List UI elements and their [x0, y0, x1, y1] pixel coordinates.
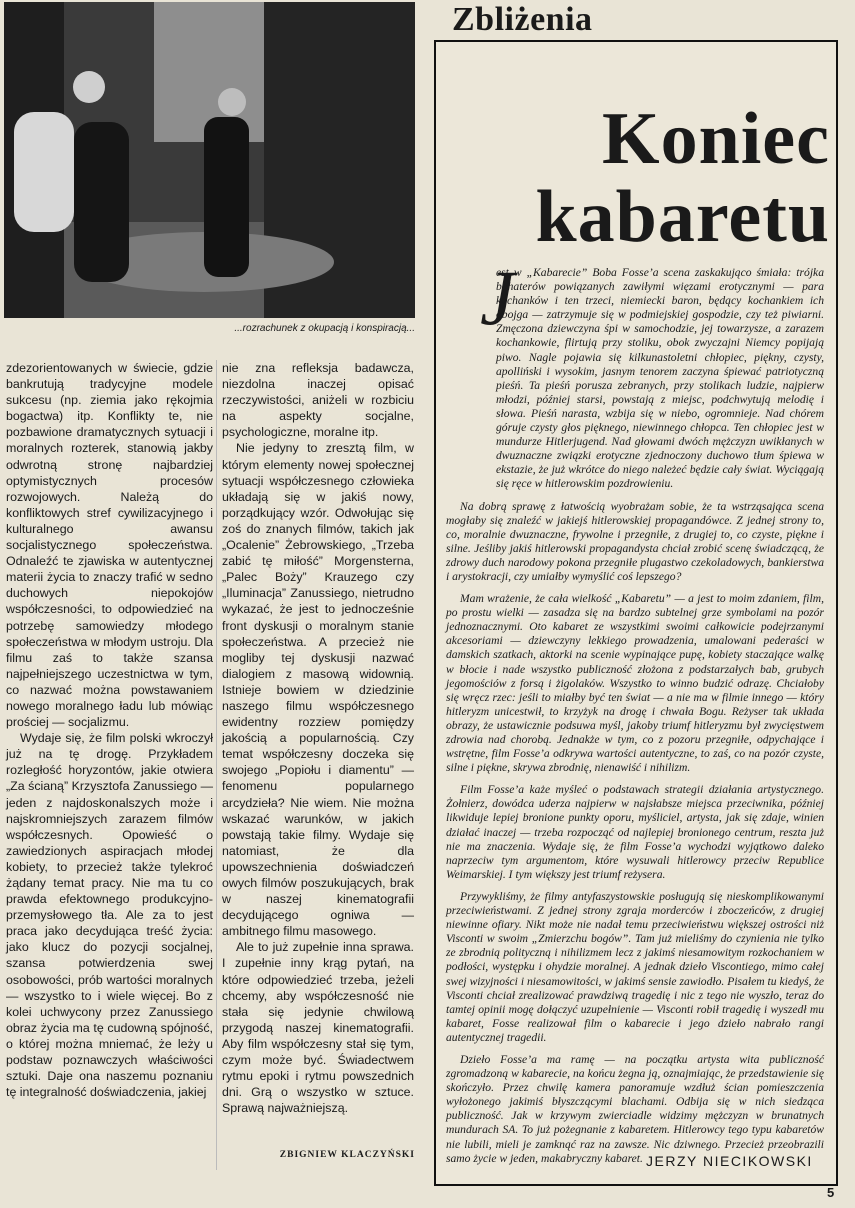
- film-still-photo: [4, 2, 415, 318]
- page-number: 5: [827, 1185, 835, 1200]
- left-article-column-2: [222, 360, 414, 1116]
- right-paragraph: Przywykliśmy, że filmy antyfaszystowskie posługują się nieskomplikowanymi przeciwieństwami. Z jednej strony zgraja morderców i zboczeńców, z drugiej niewinne ofiary. Nikt może nie nadał temu przeciwieństwu większej ostrości niż Visconti w swoim „Zmierzchu bogów”. Tam już mieliśmy do czynienia nie tylko ze zbrodnią polityczną i nihilizmem lecz z jakimś niesamowitym rozkochaniem w podłości, występku i ohydzie moralnej. A jednak dzieło Viscontiego, mimo całej swej wizyjności i niesamowitości, w jakimś sensie zawiodło. Pisałem tu kiedyś, że Visconti chciał zrealizować prawdziwą tragedię i nic z tego nie wyszło, teraz do tamtej opinii mogę dołączyć uzupełnienie — Visconti robił tragedię i wyszedł mu kabaret, Fosse realizował film o kabarecie i jego dzieło nabrało rangi autentycznej tragedii.: [446, 889, 824, 1044]
- column-divider: [216, 360, 217, 1170]
- right-paragraph: Film Fosse’a każe myśleć o podstawach strategii działania artystycznego. Żołnierz, dowódca uderza najpierw w najsłabsze miejsca przeciwnika, później likwiduje lepiej bronione punkty oporu, myśliciel, artysta, jak się zdaje, winien działać inaczej — trzeba rozpocząć od najlepiej bronionego centrum, reszta już nie ma znaczenia. Wydaje się, że film Fosse’a wychodzi wyjątkowo daleko naprzeciw tym argumentom, które wysuwali hitlerowcy przeciw Republice Weimarskiej. I tym większy jest triumf reżysera.: [446, 783, 824, 881]
- right-article-body: [446, 266, 824, 1174]
- left-paragraph: Wydaje się, że film polski wkroczył już na tę drogę. Przykładem rozległość horyzontów, jakie otwiera „Za ścianą” Krzysztofa Zanussiego — jeden z najdoskonalszych może i najskromniejszych zarazem filmów współczesnych. Opowieść o zawiedzionych aspiracjach młodej kobiety, to przecież także tylekroć żądany temat pracy. Nie ma tu co prawda efektownego produkcyjno-przemysłowego tła. Ale za to jest praca jako decydująca treść życia: jako klucz do pozycji socjalnej, szansa potwierdzenia swej osobowości, prób wartości moralnych — wszystko to i wiele więcej. Bo z kolei uchwycony przez Zanussiego obraz życia ma tę cudowną spójność, o której można mniemać, że leży u podstaw poznawczych właściwości sztuki. Daje ona naszemu poznaniu tę integralność doświadczenia, jakiej: [6, 731, 213, 1100]
- right-paragraph: Dzieło Fosse’a ma ramę — na początku artysta wita publiczność zgromadzoną w kabarecie, na końcu żegna ją, oznajmiając, że przedstawienie się skończyło. Przez chwilę kamera panoramuje wzdłuż ścian pomieszczenia wyłożonego jakimiś błyszczącymi blachami. Odbija się w nich siedząca publiczność. Jak w krzywym zwierciadle widzimy mężczyzn w brunatnych mundurach SA. To już pożegnanie z kabaretem. Hitlerowcy tego typu kabaretów nie lubili, mieli je zamknąć raz na zawsze. Nic dziwnego. Przecież przeobrazili samo życie w jeden, makabryczny kabaret.: [446, 1052, 824, 1165]
- left-article-column-1: [6, 360, 213, 1100]
- photo-image: [4, 2, 415, 318]
- right-paragraph: Mam wrażenie, że cała wielkość „Kabaretu” — a jest to moim zdaniem, film, po prostu wielki — zasadza się na bardzo subtelnej grze symbolami na pozór jednoznacznymi. Oto kabaret ze wszystkimi swoimi całkowicie podejrzanymi akcesoriami — dziewczyny lekkiego prowadzenia, umalowani pederaści w damskich szatkach, aktorki na scenie wypinające pupę, kobiety staczające walkę w błocie i nade wszystko publiczność złożona z podstarzałych bab, grubych jegomościów z forsą i żigolaków. Wszystko to winno budzić odrazę. Chciałoby się wręcz rzec: jeśli to miałby być ten świat — a nie ma w filmie innego — który hitleryzm unicestwił, to krzyżyk na drogę i chwała Bogu. Reżyser tak układa obrazy, że ustawicznie podsuwa myśl, jakoby triumf hitleryzmu był zwycięstwem zdrowia nad chorobą. Jednakże w tym, co z pozoru przegniłe, odpychające i wstrętne, film Fosse’a odkrywa wartości autentyczne, to zaś, co na pozór czyste, silne i piękne, skrywa zbrodnię, nienawiść i nihilizm.: [446, 592, 824, 775]
- article-title: [462, 100, 830, 256]
- right-author-signature: JERZY NIECIKOWSKI: [646, 1153, 813, 1169]
- right-paragraph: Na dobrą sprawę z łatwością wyobrażam sobie, że ta wstrząsająca scena mogłaby się znaleźć w jakiejś hitlerowskiej propagandówce. Z jednej strony to, co, moralnie dwuznaczne, frywolne i przegniłe, z drugiej to, co czyste, piękne i silne. Jeśliby jakiś hitlerowski propagandysta chciał zrobić scenę świadczącą, że zdrowy duch narodowy pokona przegniłe plugastwo czekoladowych, bankierstwa i arystokracji, czy umiałby wymyślić coś lepszego?: [446, 499, 824, 583]
- right-paragraph: est w „Kabarecie” Boba Fosse’a scena zaskakująco śmiała: trójka bohaterów powiązanych zawiłymi więzami erotycznymi — para kochanków i ten trzeci, niemiecki baron, będący kochankiem ich obojga — zatrzymuje się w podmiejskiej gospodzie, czy też piwiarni. Zmęczona dziewczyna śpi w samochodzie, jej towarzysze, a zarazem kochankowie, flirtują przy stoliku, obok zwyczajni Niemcy popijają piwo. Nagle pojawia się kilkunastoletni chłopiec, piękny, czysty, apolliński i wysokim, jasnym tenorem zaczyna śpiewać patriotyczną pieśń. Ta pieśń porusza zebranych, przy stolikach ludzie, najpierw młodzi, później starsi, powstają z miejsc, podchwytują melodię i słowa. Pieśń narasta, wzbija się w niebo, ogromnieje. Nad chórem góruje czysty głos pięknego, niewinnego chłopca. Ten chłopiec jest w mundurze Hitlerjugend. Nad głowami dwóch mężczyzn uwikłanych w dwuznaczne związki erotyczne zjednoczony duchowo tłum śpiewa w ekstazie, że już wkrótce do niego należeć będzie cały świat. Wyciągają się ręce w hitlerowskim pozdrowieniu.: [496, 266, 824, 491]
- title-line-1: Koniec: [602, 98, 830, 180]
- left-paragraph: Nie jedyny to zresztą film, w którym elementy nowej społecznej sytuacji współczesnego człowieka układają się w jakiś nowy, porządkujący wzór. Odwołując się zoś do znanych filmów, takich jak „Ocalenie” Żebrowskiego, „Trzeba zabić tę miłość” Morgensterna, „Palec Boży” Krauzego czy „Iluminacja” Zanussiego, nietrudno wykazać, że jest to jednocześnie front dyskusji o moralnym stanie społeczeństwa. A przecież nie mogliby tej dyskusji nazwać dialogiem z masową widownią. Istnieje bowiem w dziedzinie naszego filmu współczesnego ewidentny rozziew pomiędzy jakością a popularnością. Czy temat współczesny doczeka się swojego „Popiołu i diamentu” — fenomenu popularnego arcydzieła? Nie wiem. Nie można wskazać warunków, w jakich powstają takie filmy. Wydaje się natomiast, że dla upowszechnienia doświadczeń owych filmów poszukujących, brak w naszej kinematografii decydującego ogniwa — ambitnego filmu masowego.: [222, 441, 414, 939]
- left-paragraph: Ale to już zupełnie inna sprawa. I zupełnie inny krąg pytań, na które odpowiedzieć trzeba, jeżeli chcemy, aby współczesność nie stała się jedynie chwilową przygodą naszej kinematografii. Aby film współczesny stał się tym, czym może być. Świadectwem rytmu epoki i rytmu powszednich dni. Grą o wszystko w sztuce. Sprawą najważniejszą.: [222, 940, 414, 1116]
- title-line-2: kabaretu: [535, 176, 830, 258]
- photo-caption: ...rozrachunek z okupacją i konspiracją...: [234, 323, 415, 334]
- drop-cap: J: [480, 254, 515, 341]
- section-heading: Zbliżenia: [452, 1, 593, 38]
- left-paragraph: nie zna refleksja badawcza, niezdolna inaczej opisać rzeczywistości, aniżeli w rozbiciu na aspekty socjalne, psychologiczne, moralne itp.: [222, 361, 414, 440]
- left-paragraph: zdezorientowanych w świecie, gdzie bankrutują tradycyjne modele sukcesu (np. ziemia jako rękojmia bogactwa) itp. Konflikty te, nie pozbawione dramatycznych sytuacji i moralnych rozterek, stanowią jakby odwrotną stronę najbardziej optymistycznych procesów rozwojowych. Należą do konfliktowych stref cywilizacyjnego i kulturalnego awansu socjalistycznego społeczeństwa. Odnaleźć te zjawiska w autentycznej materii życia to znaczy trafić w sedno duchowych niepokojów współczesności, to odpowiedzieć na potrzebę samowiedzy młodego społeczeństwa w młodym ustroju. Dla filmu zaś to także szansa najpełniejszego uczestnictwa w tym, co nazwać można powstawaniem nowego moralnego ładu lub mówiąc prościej — socjalizmu.: [6, 361, 213, 730]
- left-author-signature: ZBIGNIEW KLACZYŃSKI: [279, 1150, 415, 1160]
